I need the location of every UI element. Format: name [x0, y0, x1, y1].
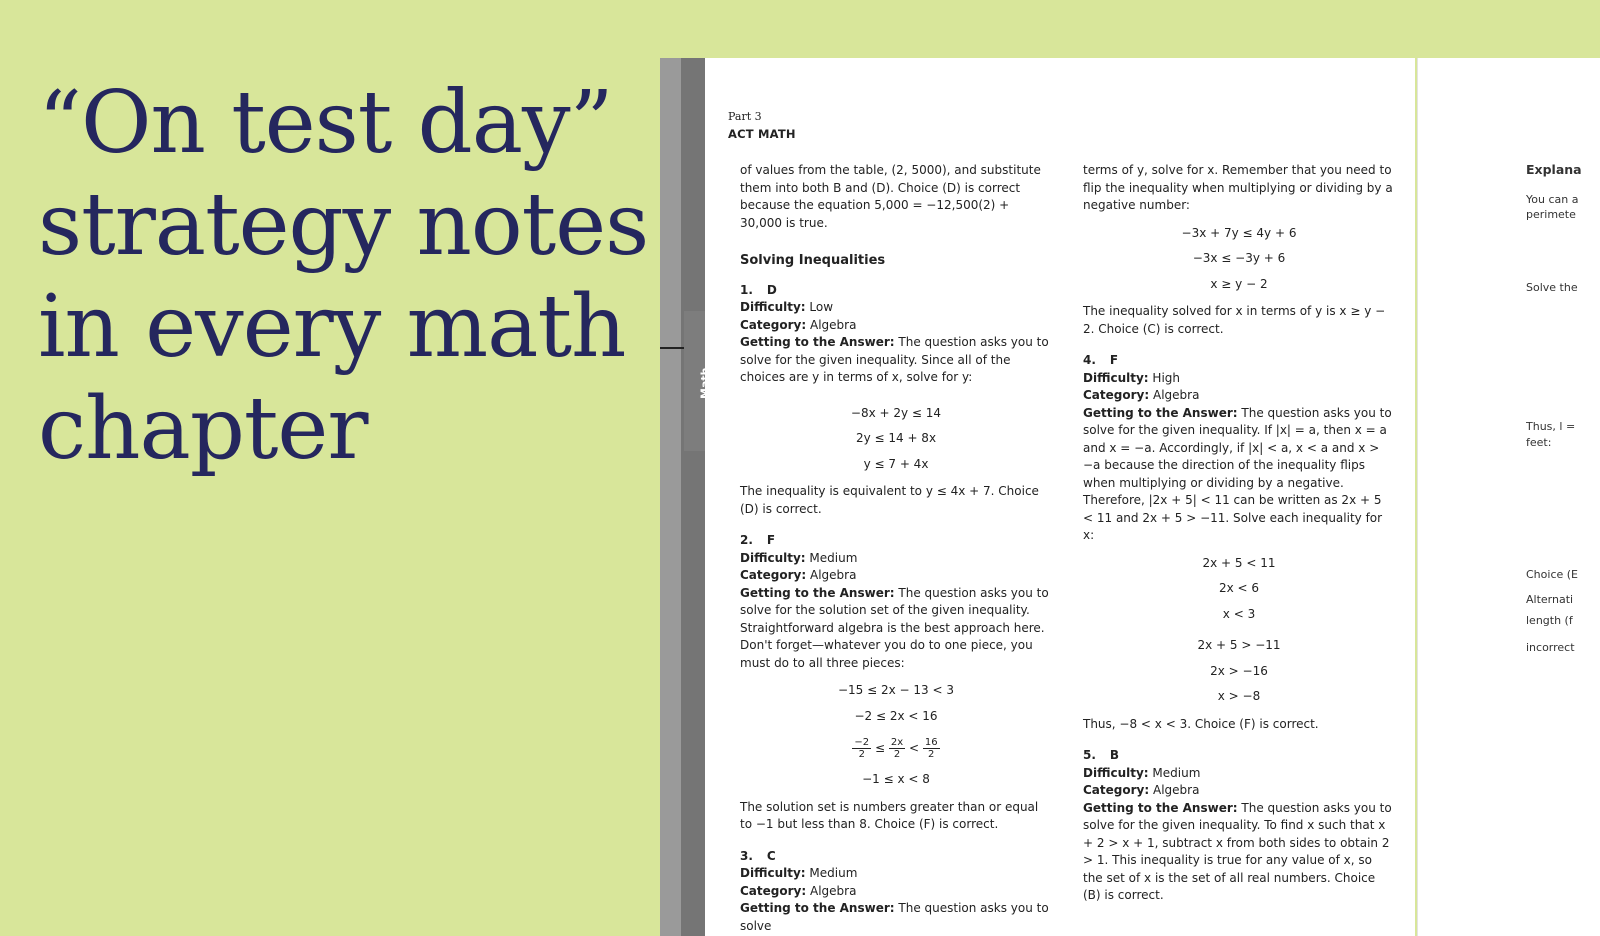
fraction-numerator: 2x	[890, 737, 904, 748]
spine-shadow	[660, 58, 681, 936]
question-number	[740, 532, 1052, 550]
q1-difficulty	[740, 299, 1052, 317]
fraction	[852, 737, 871, 760]
fraction-numerator: −2	[854, 737, 870, 748]
difficulty-value: Low	[809, 300, 834, 314]
difficulty-label: Difficulty:	[740, 550, 806, 565]
question-number	[1083, 352, 1395, 370]
q5-number: 5.	[1083, 748, 1096, 762]
headline-line-2: strategy notes	[38, 175, 649, 275]
math-step: −8x + 2y ≤ 14	[850, 405, 942, 420]
math-step-fraction: $\frac{-2}{2}$ ≤ $\frac{2x}{2}$ < $\frac{16}{2}$	[854, 737, 938, 760]
difficulty-label: Difficulty:	[1083, 765, 1149, 780]
fraction-denominator: 2	[928, 749, 935, 760]
difficulty-label: Difficulty:	[740, 300, 806, 314]
q2-math	[740, 678, 1052, 793]
right-page-line: Choice (E	[1526, 568, 1578, 581]
category-value: Algebra	[809, 317, 857, 332]
book-spread	[660, 58, 1600, 936]
q3-difficulty	[740, 865, 1052, 883]
category-label: Category:	[1083, 783, 1150, 797]
q1-math	[740, 401, 1052, 478]
category-value: Algebra	[809, 883, 857, 898]
q3-number: 3.	[740, 848, 753, 863]
right-page-line: You can a	[1526, 193, 1579, 206]
math-step: 2x < 6	[1218, 581, 1260, 595]
q4-difficulty	[1083, 370, 1395, 388]
right-page-line: length (f	[1526, 614, 1573, 627]
q2-conclusion: The solution set is numbers greater than or equal to −1 but less than 8. Choice (F) is correct.	[740, 799, 1039, 831]
fraction-numerator: 16	[924, 737, 938, 748]
q5-difficulty	[1083, 765, 1395, 783]
q1-conclusion: The inequality is equivalent to y ≤ 4x + 7. Choice (D) is correct.	[740, 484, 1039, 516]
math-step: x < 3	[1222, 606, 1256, 621]
math-step: x > −8	[1217, 689, 1261, 703]
right-page-line: perimete	[1526, 208, 1576, 221]
difficulty-value: Medium	[809, 550, 858, 565]
tab-divider	[660, 347, 684, 349]
q5-explanation	[1083, 800, 1395, 905]
col2-intro-math	[1083, 221, 1395, 298]
math-step: −3x ≤ −3y + 6	[1192, 251, 1286, 265]
category-label: Category:	[740, 883, 807, 898]
gtta-label: Getting to the Answer:	[1083, 405, 1238, 420]
left-page	[705, 58, 1415, 936]
question-number	[740, 848, 1052, 866]
q2-category	[740, 567, 1052, 585]
right-page	[1417, 58, 1600, 936]
q3-answer: C	[766, 848, 776, 863]
fraction-denominator: 2	[893, 749, 901, 760]
q3-category	[740, 883, 1052, 901]
running-head	[728, 110, 796, 141]
math-step: −1 ≤ x < 8	[862, 772, 930, 786]
headline-line-4: chapter	[38, 379, 368, 479]
gtta-label: Getting to the Answer:	[740, 585, 895, 600]
right-page-line: Solve the	[1526, 281, 1578, 294]
right-page-line: Alternati	[1526, 593, 1574, 606]
q1-explanation	[740, 334, 1052, 387]
gtta-label: Getting to the Answer:	[1083, 800, 1238, 815]
q2-explanation	[740, 585, 1052, 673]
q1-text: The question asks you to solve for the given inequality. Since all of the choices are y in terms of x, solve for y:	[740, 335, 1049, 384]
q4-conclusion: Thus, −8 < x < 3. Choice (F) is correct.	[1083, 716, 1319, 731]
col1-intro: of values from the table, (2, 5000), and substitute them into both B and (D). Choice (D) is correct because the equation 5,000 = −12,500(2) + 30,000 is true.	[740, 163, 1041, 230]
math-step: 2x + 5 > −11	[1197, 638, 1281, 652]
difficulty-value: High	[1152, 370, 1181, 385]
q1-category	[740, 317, 1052, 335]
q5-category	[1083, 782, 1395, 800]
gtta-label: Getting to the Answer:	[740, 901, 895, 915]
q4-number: 4.	[1083, 353, 1096, 367]
question-number	[1083, 747, 1395, 765]
q4-explanation	[1083, 405, 1395, 545]
math-step: 2y ≤ 14 + 8x	[855, 431, 937, 445]
math-step: y ≤ 7 + 4x	[863, 456, 929, 471]
fraction	[889, 737, 905, 760]
right-page-line: incorrect	[1526, 641, 1575, 654]
headline-line-1: “On test day”	[38, 73, 613, 173]
math-step: −2 ≤ 2x < 16	[854, 708, 938, 723]
difficulty-value: Medium	[809, 866, 858, 880]
q4-text: The question asks you to solve for the given inequality. If |x| = a, then x = a and x = −a. Accordingly, if |x| < a, x < a and x > −a because the direction of the inequality flips when multiplying or dividing by a negative. Therefore, |2x + 5| < 11 can be written as 2x + 5 < 11 and 2x + 5 > −11. Solve each inequality for x:	[1083, 405, 1392, 542]
category-value: Algebra	[1152, 783, 1200, 797]
q2-text: The question asks you to solve for the solution set of the given inequality. Straightforward algebra is the best approach here. Don't forget—whatever you do to one piece, you must do to all three pieces:	[740, 585, 1049, 670]
math-step: −3x + 7y ≤ 4y + 6	[1181, 225, 1297, 240]
q2-answer: F	[766, 533, 776, 547]
category-value: Algebra	[1152, 388, 1200, 402]
math-step: x ≥ y − 2	[1210, 276, 1268, 291]
gtta-label: Getting to the Answer:	[740, 335, 895, 349]
right-page-line: Thus, l =	[1526, 420, 1576, 433]
math-step: 2x + 5 < 11	[1202, 555, 1276, 570]
q5-answer: B	[1109, 748, 1120, 762]
headline	[38, 72, 649, 480]
headline-line-3: in every math	[38, 277, 626, 377]
running-head-title: ACT MATH	[728, 127, 796, 141]
q3-text: The question asks you to solve	[740, 901, 1049, 933]
section-title: Solving Inequalities	[740, 253, 886, 268]
book-spine	[681, 58, 705, 936]
category-value: Algebra	[809, 568, 857, 582]
q3-explanation	[740, 900, 1052, 935]
q1-answer: D	[766, 282, 777, 297]
q2-difficulty	[740, 550, 1052, 568]
q4-answer: F	[1109, 353, 1119, 367]
category-label: Category:	[1083, 388, 1150, 402]
difficulty-label: Difficulty:	[1083, 370, 1149, 385]
column-left	[740, 162, 1052, 935]
col2-intro: terms of y, solve for x. Remember that you need to flip the inequality when multiplying or dividing by a negative number:	[1083, 163, 1393, 212]
q4-math-b	[1083, 633, 1395, 710]
q5-text: The question asks you to solve for the given inequality. To find x such that x + 2 > x + 1, subtract x from both sides to obtain 2 > 1. This inequality is true for any value of x, so the set of x is the set of all real numbers. Choice (B) is correct.	[1083, 800, 1392, 902]
column-right	[1083, 162, 1395, 905]
running-head-part: Part 3	[728, 110, 762, 123]
q2-number: 2.	[740, 533, 753, 547]
fraction	[923, 737, 940, 760]
right-page-line: feet:	[1526, 436, 1552, 449]
difficulty-value: Medium	[1152, 765, 1201, 780]
right-page-heading: Explana	[1526, 162, 1582, 177]
category-label: Category:	[740, 317, 807, 332]
q4-category	[1083, 387, 1395, 405]
math-step: −15 ≤ 2x − 13 < 3	[837, 683, 954, 697]
fraction-denominator: 2	[858, 749, 865, 760]
difficulty-label: Difficulty:	[740, 866, 806, 880]
col2-intro-conclusion: The inequality solved for x in terms of y is x ≥ y − 2. Choice (C) is correct.	[1083, 304, 1386, 336]
q4-math-a	[1083, 551, 1395, 628]
math-step: 2x > −16	[1210, 663, 1268, 678]
question-number	[740, 282, 1052, 300]
q1-number: 1.	[740, 282, 753, 297]
category-label: Category:	[740, 568, 807, 582]
